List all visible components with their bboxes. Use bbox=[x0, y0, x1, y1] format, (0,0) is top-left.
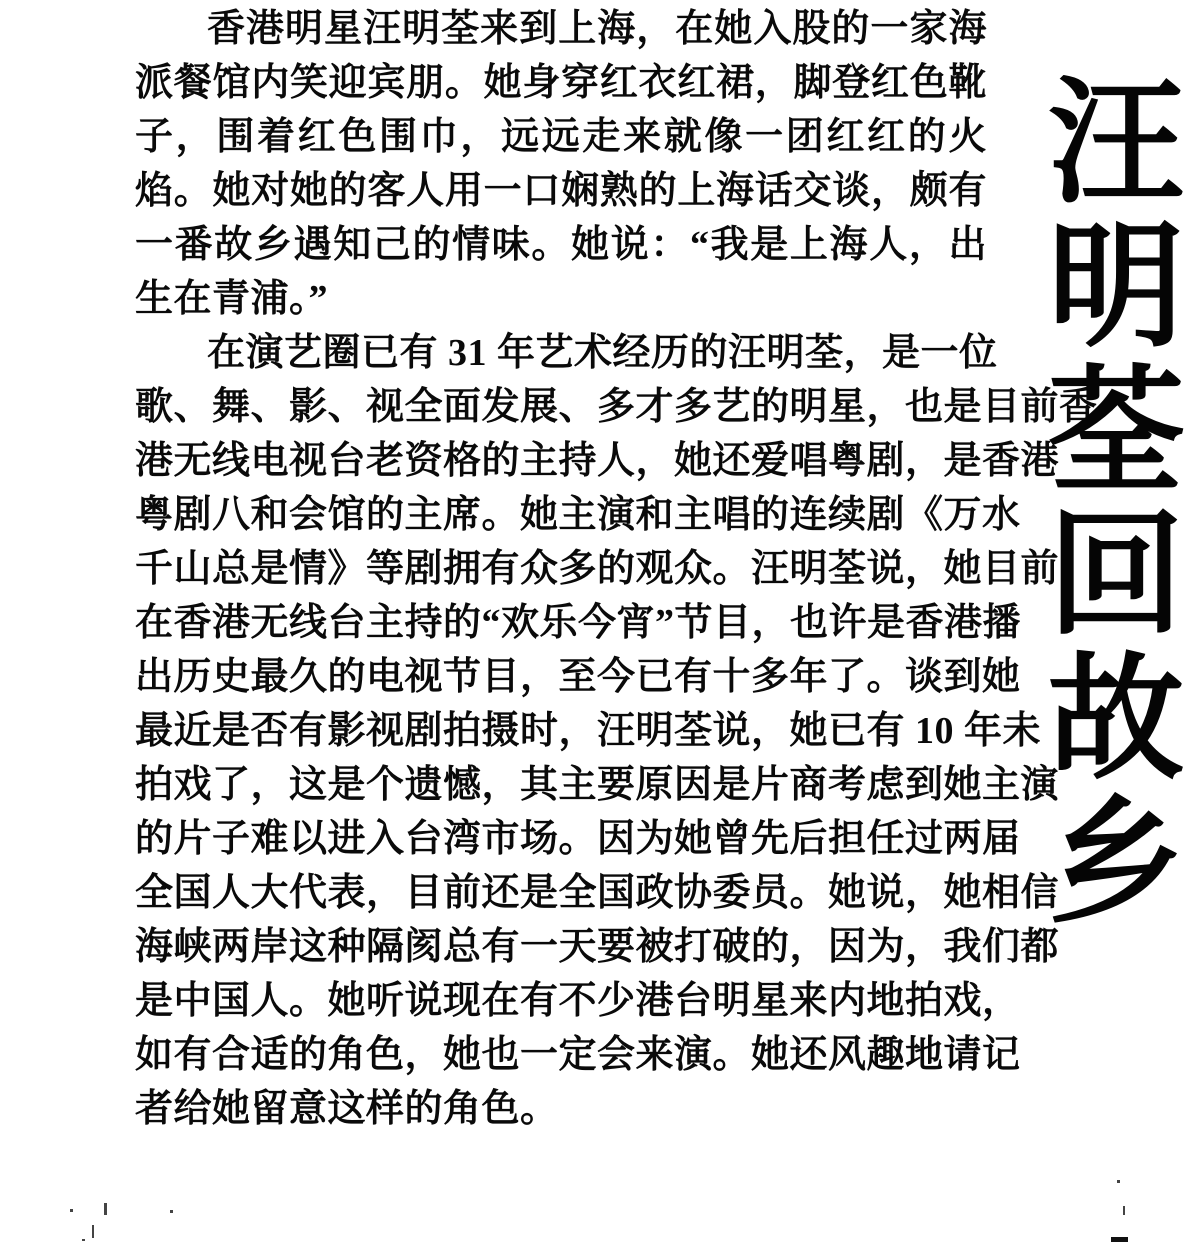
text-line: 最近是否有影视剧拍摄时，汪明荃说，她已有 10 年未 bbox=[135, 710, 1042, 752]
article-body bbox=[135, 2, 1098, 1136]
text-line: 生在青浦。” bbox=[135, 278, 329, 320]
text-line: 港无线电视台老资格的主持人，她还爱唱粤剧，是香港 bbox=[135, 440, 1060, 482]
paragraph-1 bbox=[135, 2, 987, 326]
text-line: 子，围着红色围巾，远远走来就像一团红红的火 bbox=[135, 116, 987, 158]
scan-speck bbox=[92, 1225, 94, 1238]
text-line: 一番故乡遇知己的情味。她说：“我是上海人，出 bbox=[135, 224, 987, 266]
paragraph-2 bbox=[135, 326, 1098, 1136]
text-line: 粤剧八和会馆的主席。她主演和主唱的连续剧《万水 bbox=[135, 494, 1021, 536]
text-line: 派餐馆内笑迎宾朋。她身穿红衣红裙，脚登红色靴 bbox=[135, 62, 987, 104]
text-line: 焰。她对她的客人用一口娴熟的上海话交谈，颇有 bbox=[135, 170, 987, 212]
text-line: 全国人大代表，目前还是全国政协委员。她说，她相信 bbox=[135, 872, 1060, 914]
vertical-headline: 汪明荃回故乡 bbox=[1027, 70, 1177, 934]
text-line: 是中国人。她听说现在有不少港台明星来内地拍戏， bbox=[135, 980, 1021, 1022]
text-line: 的片子难以进入台湾市场。因为她曾先后担任过两届 bbox=[135, 818, 1021, 860]
scan-speck bbox=[1117, 1180, 1120, 1183]
text-line: 如有合适的角色，她也一定会来演。她还风趣地请记 bbox=[135, 1034, 1021, 1076]
scan-speck bbox=[1123, 1206, 1125, 1215]
text-line: 在演艺圈已有 31 年艺术经历的汪明荃，是一位 bbox=[207, 332, 998, 374]
text-line: 在香港无线台主持的“欢乐今宵”节目，也许是香港播 bbox=[135, 602, 1022, 644]
text-line: 者给她留意这样的角色。 bbox=[135, 1088, 559, 1130]
scan-speck bbox=[82, 1239, 85, 1241]
text-line: 拍戏了，这是个遗憾，其主要原因是片商考虑到她主演 bbox=[135, 764, 1060, 806]
text-line: 歌、舞、影、视全面发展、多才多艺的明星，也是目前香 bbox=[135, 386, 1098, 428]
scan-speck bbox=[104, 1203, 107, 1215]
text-line: 千山总是情》等剧拥有众多的观众。汪明荃说，她目前 bbox=[135, 548, 1060, 590]
scan-speck bbox=[70, 1209, 73, 1212]
scan-speck bbox=[1111, 1237, 1128, 1242]
text-line: 海峡两岸这种隔阂总有一天要被打破的，因为，我们都 bbox=[135, 926, 1060, 968]
text-line: 香港明星汪明荃来到上海，在她入股的一家海 bbox=[207, 8, 987, 50]
scan-speck bbox=[170, 1210, 173, 1213]
text-line: 出历史最久的电视节目，至今已有十多年了。谈到她 bbox=[135, 656, 1021, 698]
